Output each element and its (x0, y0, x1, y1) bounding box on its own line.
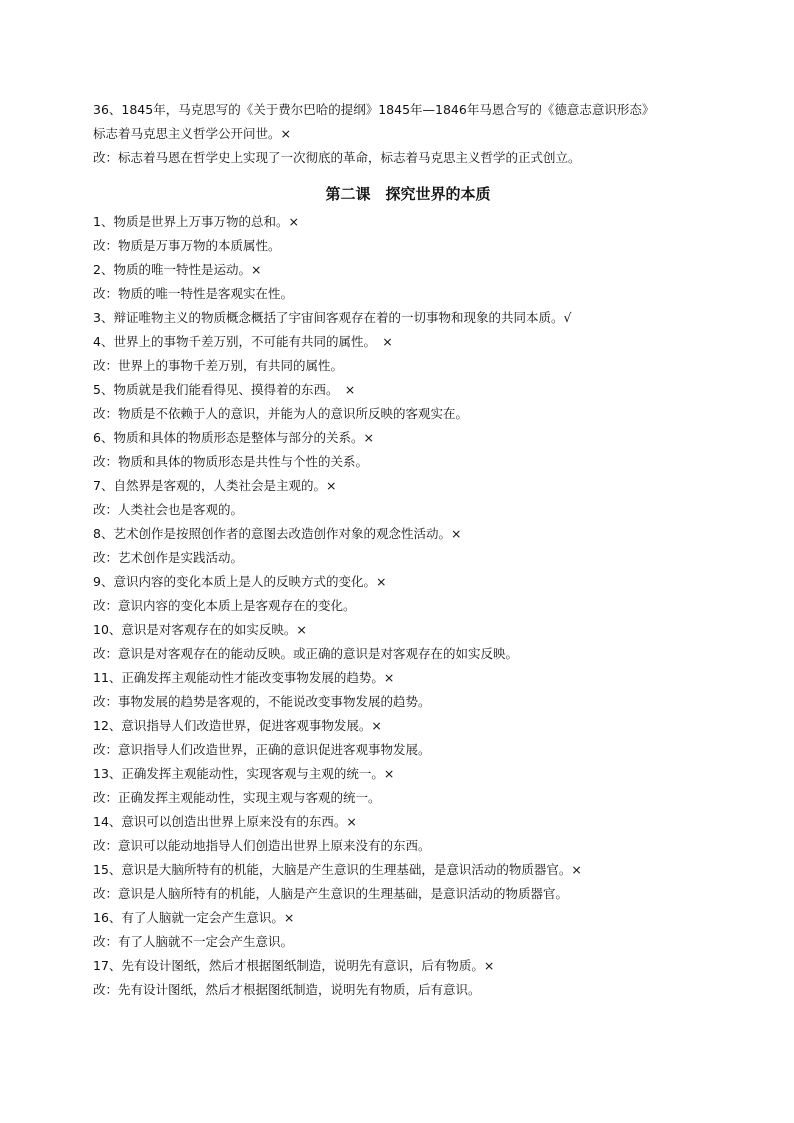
correction-line: 改：物质和具体的物质形态是共性与个性的关系。 (93, 454, 369, 469)
correction-line: 改：人类社会也是客观的。 (93, 502, 244, 517)
correction-line: 改：正确发挥主观能动性，实现主观与客观的统一。 (93, 790, 381, 805)
statement-line: 4、世界上的事物千差万别，不可能有共同的属性。 × (93, 334, 393, 349)
statement-line: 16、有了人脑就一定会产生意识。× (93, 910, 295, 925)
statement-line: 5、物质就是我们能看得见、摸得着的东西。 × (93, 382, 356, 397)
statement-line: 15、意识是大脑所特有的机能，大脑是产生意识的生理基础，是意识活动的物质器官。× (93, 862, 582, 877)
statement-line: 1、物质是世界上万事万物的总和。× (93, 214, 299, 229)
statement-line: 3、辩证唯物主义的物质概念概括了宇宙间客观存在着的一切事物和现象的共同本质。√ (93, 310, 572, 325)
statement-line: 7、自然界是客观的，人类社会是主观的。× (93, 478, 337, 493)
correction-line: 改：意识指导人们改造世界，正确的意识促进客观事物发展。 (93, 742, 431, 757)
correction-line: 改：先有设计图纸，然后才根据图纸制造，说明先有物质，后有意识。 (93, 982, 481, 997)
intro-line: 36、1845年，马克思写的《关于费尔巴哈的提纲》1845年—1846年马恩合写的《德意志意识形态》 (93, 102, 655, 117)
correction-line: 改：意识内容的变化本质上是客观存在的变化。 (93, 598, 356, 613)
statement-line: 6、物质和具体的物质形态是整体与部分的关系。× (93, 430, 374, 445)
statement-line: 9、意识内容的变化本质上是人的反映方式的变化。× (93, 574, 387, 589)
correction-line: 改：艺术创作是实践活动。 (93, 550, 244, 565)
correction-line: 改：世界上的事物千差万别，有共同的属性。 (93, 358, 344, 373)
statement-line: 17、先有设计图纸，然后才根据图纸制造，说明先有意识，后有物质。× (93, 958, 495, 973)
statement-line: 12、意识指导人们改造世界，促进客观事物发展。× (93, 718, 382, 733)
statement-line: 2、物质的唯一特性是运动。× (93, 262, 262, 277)
correction-line: 改：意识可以能动地指导人们创造出世界上原来没有的东西。 (93, 838, 431, 853)
correction-line: 改：物质是万事万物的本质属性。 (93, 238, 281, 253)
correction-line: 改：意识是人脑所特有的机能，人脑是产生意识的生理基础，是意识活动的物质器官。 (93, 886, 569, 901)
section-title: 第二课 探究世界的本质 (325, 185, 491, 203)
intro-line: 标志着马克思主义哲学公开问世。× (93, 126, 291, 141)
correction-line: 改：物质是不依赖于人的意识，并能为人的意识所反映的客观实在。 (93, 406, 469, 421)
correction-line: 改：物质的唯一特性是客观实在性。 (93, 286, 294, 301)
statement-line: 11、正确发挥主观能动性才能改变事物发展的趋势。× (93, 670, 395, 685)
statement-line: 14、意识可以创造出世界上原来没有的东西。× (93, 814, 357, 829)
document-body (93, 98, 713, 1002)
statement-line: 10、意识是对客观存在的如实反映。× (93, 622, 307, 637)
correction-line: 改：事物发展的趋势是客观的，不能说改变事物发展的趋势。 (93, 694, 431, 709)
intro-correction: 改：标志着马恩在哲学史上实现了一次彻底的革命，标志着马克思主义哲学的正式创立。 (93, 150, 581, 165)
correction-line: 改：有了人脑就不一定会产生意识。 (93, 934, 294, 949)
correction-line: 改：意识是对客观存在的能动反映。或正确的意识是对客观存在的如实反映。 (93, 646, 519, 661)
statement-line: 13、正确发挥主观能动性，实现客观与主观的统一。× (93, 766, 395, 781)
statement-line: 8、艺术创作是按照创作者的意图去改造创作对象的观念性活动。× (93, 526, 462, 541)
